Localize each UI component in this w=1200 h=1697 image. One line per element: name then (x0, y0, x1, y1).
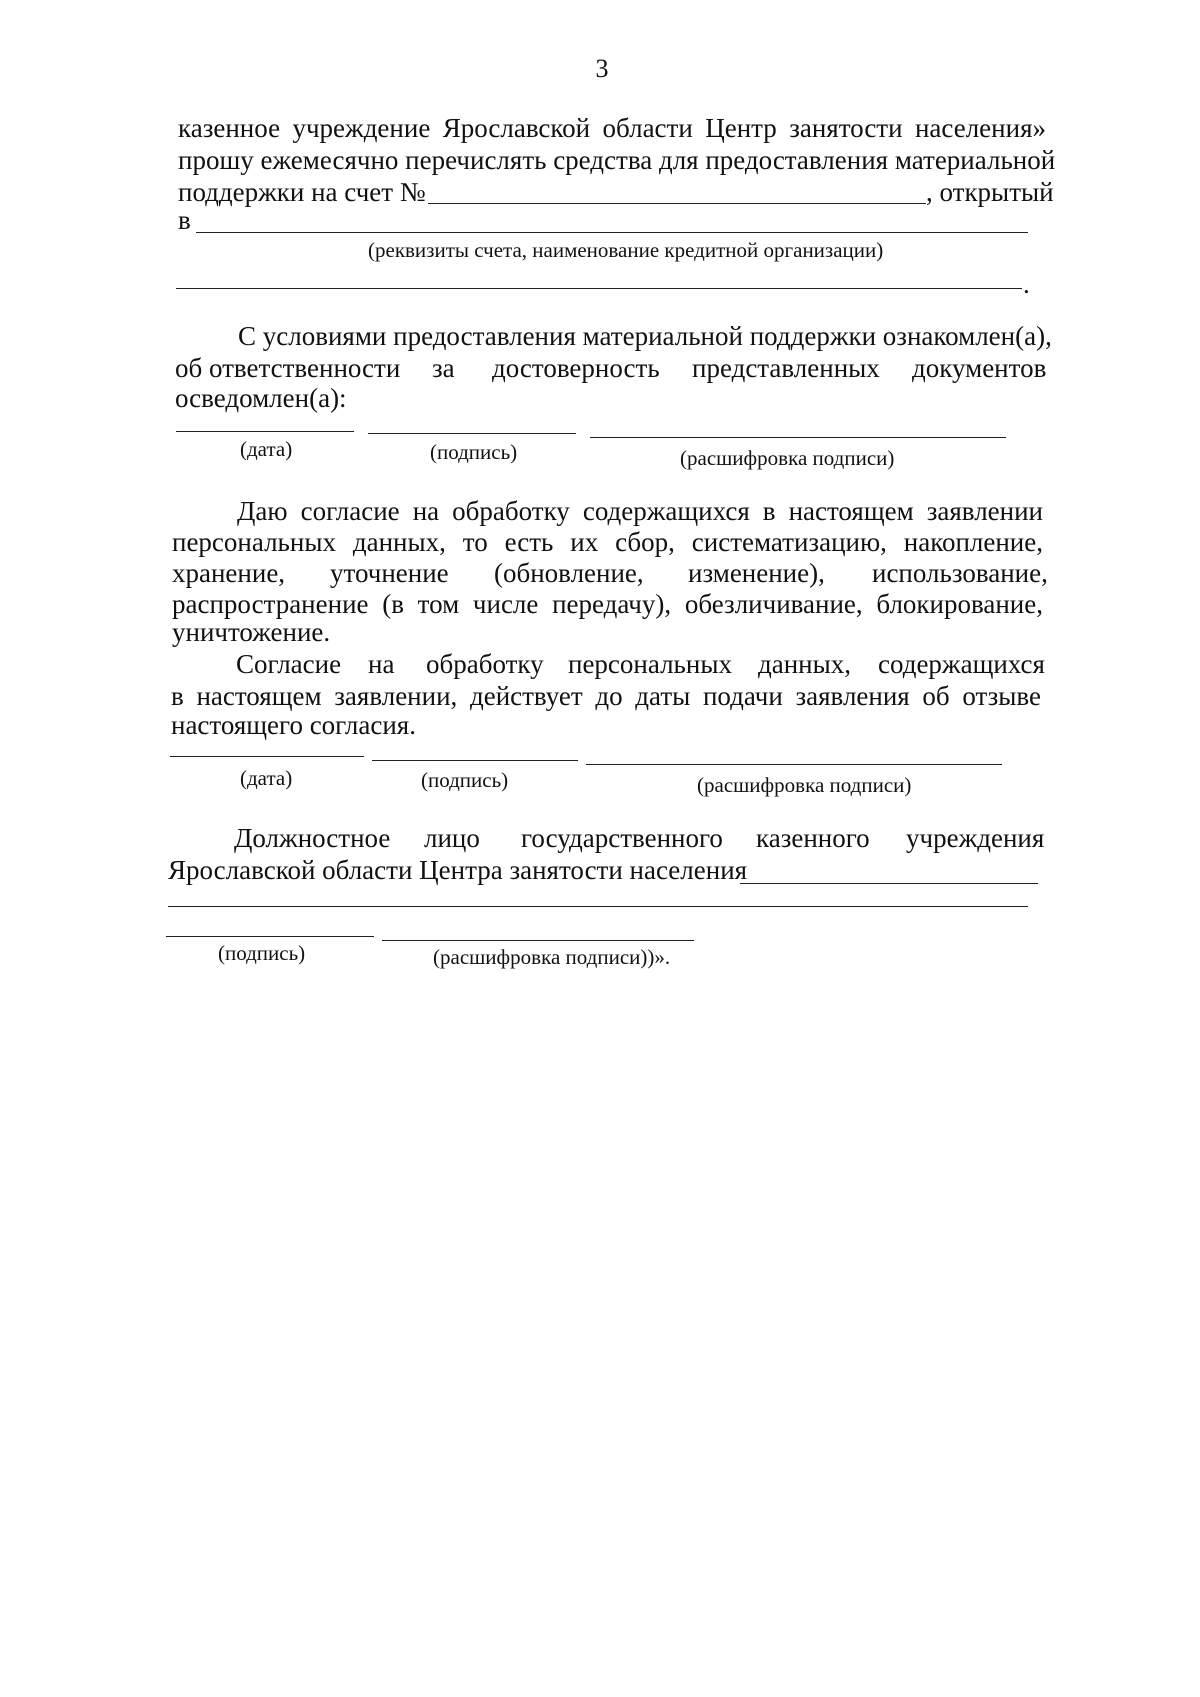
paragraph-line: уничтожение. (172, 617, 331, 647)
word: персональных (568, 649, 732, 679)
account-number-line (428, 203, 926, 204)
decoding-line (590, 437, 1006, 438)
end-mark: . (1023, 269, 1030, 299)
paragraph-line: С условиями предоставления материальной поддержки ознакомлен(а), (238, 321, 1052, 351)
word: за (432, 353, 455, 383)
date-caption: (дата) (240, 766, 293, 790)
page-number: 3 (595, 54, 609, 83)
word: хранение, (172, 558, 286, 588)
paragraph-line: настоящего согласия. (171, 710, 416, 740)
bank-details-line-2 (176, 288, 1022, 289)
word: государственного (521, 823, 723, 853)
paragraph-line: в (178, 205, 191, 235)
paragraph-line: Даю согласие на обработку содержащихся в настоящем заявлении (237, 496, 1043, 526)
paragraph-line: , открытый (926, 177, 1054, 207)
word: Согласие (236, 649, 342, 679)
official-name-line-2 (168, 906, 1028, 907)
word: лицо (424, 823, 480, 853)
word: достоверность (492, 353, 660, 383)
signature-line (372, 760, 578, 761)
paragraph-line: поддержки на счет № (178, 177, 426, 207)
paragraph-line: в настоящем заявлении, действует до даты подачи заявления об отзыве (171, 681, 1041, 711)
decoding-line (586, 764, 1002, 765)
signature-caption: (подпись) (218, 941, 306, 965)
word: казенного (756, 823, 870, 853)
signature-caption: (подпись) (430, 440, 518, 464)
word: обработку (426, 649, 544, 679)
date-caption: (дата) (240, 437, 293, 461)
word: учреждения (906, 823, 1045, 853)
paragraph-line: распространение (в том числе передачу), обезличивание, блокирование, (172, 589, 1043, 619)
word: использование, (872, 558, 1048, 588)
decoding-caption: (расшифровка подписи) (697, 773, 912, 797)
word: содержащихся (878, 649, 1045, 679)
word: данных, (758, 649, 852, 679)
paragraph-line: казенное учреждение Ярославской области Центр занятости населения» (178, 113, 1046, 143)
signature-line (368, 433, 576, 434)
word: (обновление, (494, 558, 644, 588)
signature-line (166, 936, 374, 937)
word: на (368, 649, 395, 679)
paragraph-line: осведомлен(а): (175, 383, 347, 413)
word: Должностное (234, 823, 391, 853)
official-name-line (740, 883, 1038, 884)
signature-caption: (подпись) (421, 768, 509, 792)
decoding-line (382, 940, 694, 941)
paragraph-line: персональных данных, то есть их сбор, систематизацию, накопление, (172, 527, 1043, 557)
word: уточнение (330, 558, 449, 588)
decoding-caption: (расшифровка подписи) (680, 446, 895, 470)
field-caption: (реквизиты счета, наименование кредитной организации) (368, 238, 884, 262)
word: представленных (692, 353, 880, 383)
word: документов (912, 353, 1047, 383)
bank-details-line (196, 232, 1028, 233)
decoding-caption: (расшифровка подписи))». (433, 945, 671, 969)
paragraph-line: прошу ежемесячно перечислять средства для предоставления материальной (178, 145, 1056, 175)
date-line (176, 431, 354, 432)
paragraph-line: Ярославской области Центра занятости населения (168, 855, 748, 885)
date-line (170, 756, 364, 757)
word: об ответственности (175, 353, 401, 383)
word: изменение), (688, 558, 825, 588)
